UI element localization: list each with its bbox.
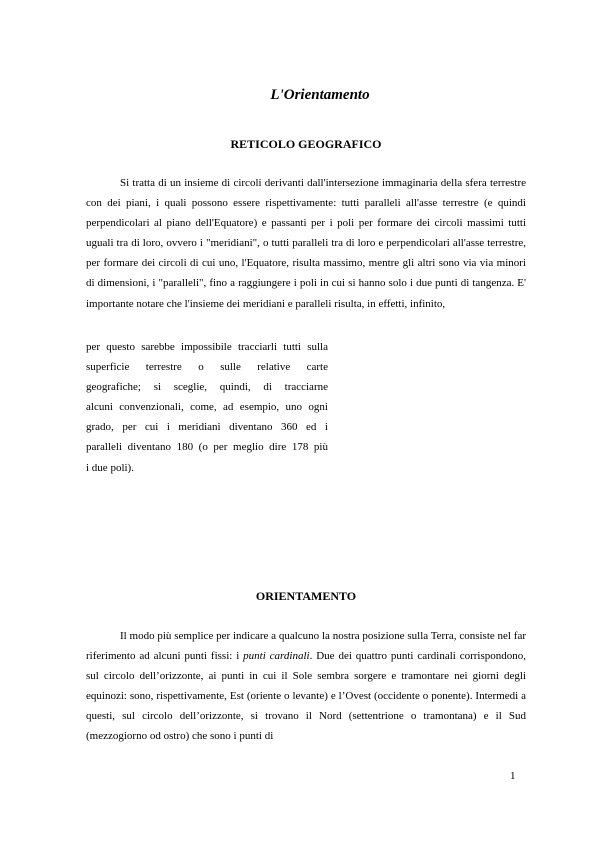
paragraph-orientamento-text-b: . Due dei quattro punti cardinali corrispondono, sul circolo dell’orizzonte, ai punti in cui il Sole sembra sorgere e tramontare nei giorni degli equinozi: sono, rispettivamente, Est (oriente o levante) e l’Ovest (occidente o ponente). Intermedi a questi, sul circolo dell’orizzonte, si trovano il Nord (settentrione o tramontana) e il Sud (mezzogiorno od ostro) che sono i punti di	[86, 650, 526, 743]
document-title: L'Orientamento	[270, 87, 370, 103]
paragraph-orientamento-italic: punti cardinali	[243, 650, 310, 663]
narrow-line: alcuni convenzionali, come, ad esempio, uno ogni	[86, 401, 328, 414]
section-heading-orientamento: ORIENTAMENTO	[255, 589, 357, 603]
paragraph-reticolo	[86, 173, 526, 314]
narrow-line: paralleli diventano 180 (o per meglio dire 178 più	[86, 441, 328, 454]
narrow-line: superficie terrestre o sulle relative carte	[86, 361, 328, 374]
section-heading-reticolo: RETICOLO GEOGRAFICO	[230, 137, 382, 151]
paragraph-reticolo-text: Si tratta di un insieme di circoli derivanti dall'intersezione immaginaria della sfera terrestre con dei piani, i quali possono essere rispettivamente: tutti paralleli all'asse terrestre (e quindi perpendicolari al piano dell'Equatore) e passanti per i poli per formare dei circoli massimi tutti uguali tra di loro, ovvero i "meridiani", o tutti paralleli tra di loro e perpendicolari all'asse terrestre, per formare dei circoli di cui uno, l'Equatore, risulta massimo, mentre gli altri sono via via minori di dimensioni, i "paralleli", fino a raggiungere i poli in cui si hanno solo i due punti di tangenza. E' importante notare che l'insieme dei meridiani e paralleli risulta, in effetti, infinito,	[86, 177, 526, 310]
narrow-line: per questo sarebbe impossibile tracciarli tutti sulla	[86, 341, 328, 353]
narrow-line: grado, per cui i meridiani diventano 360 ed i	[86, 421, 328, 434]
paragraph-orientamento	[86, 626, 526, 747]
paragraph-orientamento-text-a: Il modo più semplice per indicare a qualcuno la nostra posizione sulla Terra, consiste nel far riferimento ad alcuni punti fissi: i	[86, 630, 526, 663]
paragraph-reticolo-narrow	[86, 337, 328, 478]
narrow-line: geografiche; si sceglie, quindi, di tracciarne	[86, 381, 328, 394]
narrow-line: i due poli).	[86, 461, 134, 474]
page-number: 1	[510, 770, 516, 782]
